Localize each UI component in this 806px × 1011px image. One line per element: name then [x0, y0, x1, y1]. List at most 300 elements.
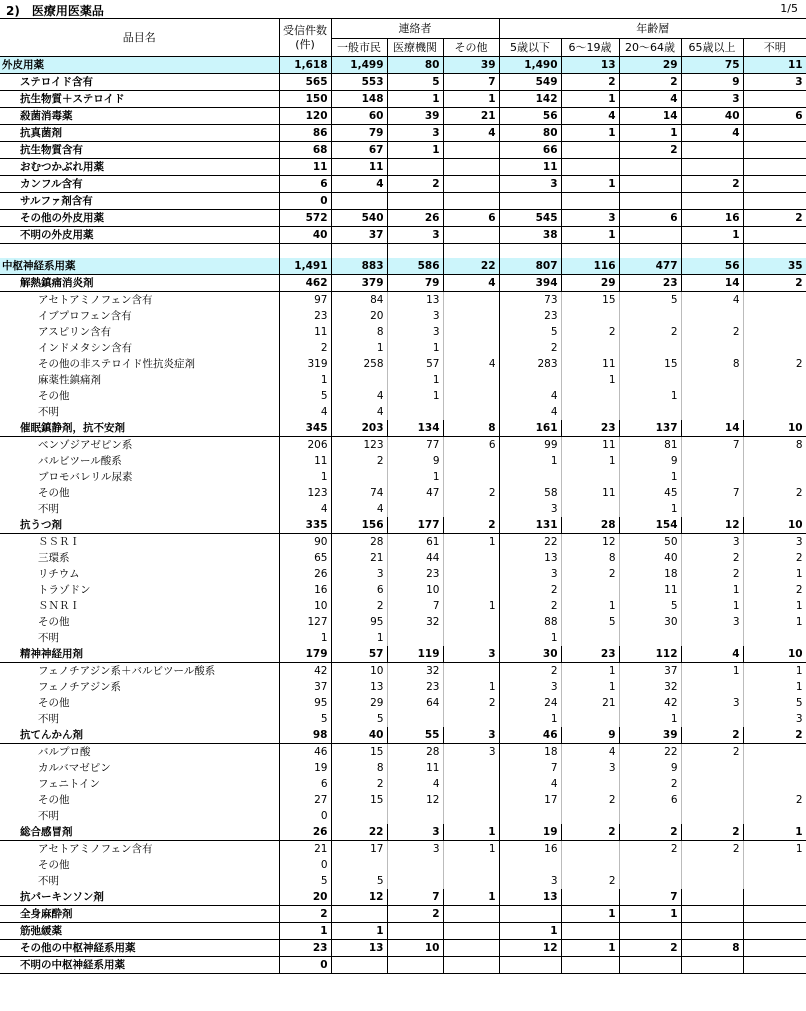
value-cell: 28 — [331, 534, 387, 551]
table-row — [0, 91, 806, 108]
value-cell — [499, 906, 561, 923]
subitem-row — [0, 630, 806, 646]
table-row — [0, 420, 806, 437]
value-cell: 12 — [681, 517, 743, 534]
value-cell — [387, 501, 443, 517]
value-cell: 22 — [619, 744, 681, 761]
value-cell: 47 — [387, 485, 443, 501]
value-cell: 1 — [387, 91, 443, 108]
item-name: 不明 — [0, 711, 279, 727]
value-cell: 45 — [619, 485, 681, 501]
value-cell: 8 — [443, 420, 499, 437]
value-cell — [743, 125, 806, 142]
value-cell: 32 — [387, 663, 443, 680]
value-cell: 4 — [681, 125, 743, 142]
value-cell: 67 — [331, 142, 387, 159]
subitem-row — [0, 776, 806, 792]
item-name: ステロイド含有 — [0, 74, 279, 91]
value-cell: 553 — [331, 74, 387, 91]
value-cell: 177 — [387, 517, 443, 534]
item-name: バルプロ酸 — [0, 744, 279, 761]
value-cell — [387, 404, 443, 420]
value-cell — [681, 957, 743, 974]
value-cell — [743, 308, 806, 324]
value-cell: 283 — [499, 356, 561, 372]
value-cell — [743, 340, 806, 356]
value-cell: 26 — [279, 824, 331, 841]
value-cell: 50 — [619, 534, 681, 551]
value-cell — [499, 244, 561, 259]
value-cell — [743, 227, 806, 244]
item-name: 抗てんかん剤 — [0, 727, 279, 744]
value-cell: 394 — [499, 275, 561, 292]
value-cell: 1 — [443, 889, 499, 906]
value-cell: 137 — [619, 420, 681, 437]
value-cell: 65 — [279, 550, 331, 566]
value-cell: 4 — [499, 388, 561, 404]
value-cell: 19 — [279, 760, 331, 776]
value-cell: 3 — [499, 176, 561, 193]
value-cell: 123 — [279, 485, 331, 501]
value-cell — [331, 957, 387, 974]
value-cell: 5 — [279, 388, 331, 404]
value-cell: 1 — [279, 469, 331, 485]
value-cell: 1 — [561, 663, 619, 680]
value-cell — [443, 550, 499, 566]
value-cell — [443, 957, 499, 974]
spacer-row — [0, 244, 806, 259]
value-cell — [443, 792, 499, 808]
value-cell: 2 — [561, 824, 619, 841]
value-cell: 1 — [499, 453, 561, 469]
value-cell — [619, 873, 681, 889]
value-cell: 3 — [561, 760, 619, 776]
value-cell: 3 — [681, 614, 743, 630]
value-cell — [743, 957, 806, 974]
table-row — [0, 889, 806, 906]
value-cell: 57 — [387, 356, 443, 372]
value-cell: 2 — [681, 744, 743, 761]
value-cell — [743, 760, 806, 776]
value-cell: 26 — [387, 210, 443, 227]
value-cell: 4 — [561, 108, 619, 125]
value-cell: 2 — [681, 566, 743, 582]
header-contact-group: 連絡者 — [331, 19, 499, 39]
value-cell: 5 — [561, 614, 619, 630]
value-cell: 11 — [561, 356, 619, 372]
value-cell: 161 — [499, 420, 561, 437]
value-cell: 17 — [331, 841, 387, 858]
value-cell: 116 — [561, 258, 619, 275]
value-cell: 2 — [443, 695, 499, 711]
value-cell — [681, 142, 743, 159]
item-name: 中枢神経系用薬 — [0, 258, 279, 275]
value-cell: 30 — [499, 646, 561, 663]
item-name: 麻薬性鎮痛剤 — [0, 372, 279, 388]
item-name: トラゾドン — [0, 582, 279, 598]
value-cell: 97 — [279, 292, 331, 309]
value-cell — [443, 760, 499, 776]
value-cell: 4 — [331, 176, 387, 193]
value-cell: 3 — [499, 873, 561, 889]
value-cell — [743, 142, 806, 159]
value-cell: 4 — [279, 404, 331, 420]
value-cell: 572 — [279, 210, 331, 227]
value-cell — [681, 906, 743, 923]
value-cell: 2 — [619, 776, 681, 792]
value-cell: 15 — [331, 744, 387, 761]
value-cell — [561, 501, 619, 517]
value-cell: 1,490 — [499, 57, 561, 74]
value-cell — [387, 193, 443, 210]
value-cell: 13 — [499, 889, 561, 906]
table-row — [0, 210, 806, 227]
value-cell: 9 — [561, 727, 619, 744]
subitem-row — [0, 744, 806, 761]
value-cell: 19 — [499, 824, 561, 841]
value-cell — [561, 808, 619, 824]
value-cell: 6 — [279, 176, 331, 193]
item-name: カルバマゼピン — [0, 760, 279, 776]
value-cell: 3 — [387, 324, 443, 340]
subitem-row — [0, 857, 806, 873]
item-name: インドメタシン含有 — [0, 340, 279, 356]
value-cell: 38 — [499, 227, 561, 244]
item-name: アセトアミノフェン含有 — [0, 292, 279, 309]
value-cell: 134 — [387, 420, 443, 437]
value-cell: 61 — [387, 534, 443, 551]
value-cell — [561, 308, 619, 324]
value-cell: 2 — [619, 824, 681, 841]
value-cell: 6 — [619, 792, 681, 808]
value-cell: 12 — [331, 889, 387, 906]
value-cell: 73 — [499, 292, 561, 309]
value-cell: 12 — [499, 940, 561, 957]
value-cell: 6 — [279, 776, 331, 792]
value-cell: 30 — [619, 614, 681, 630]
page-number: 1/5 — [780, 2, 798, 15]
value-cell: 203 — [331, 420, 387, 437]
value-cell: 123 — [331, 437, 387, 454]
value-cell: 23 — [279, 940, 331, 957]
value-cell — [279, 244, 331, 259]
value-cell: 1 — [619, 906, 681, 923]
value-cell: 1 — [561, 906, 619, 923]
item-name: ブロモバレリル尿素 — [0, 469, 279, 485]
value-cell — [619, 372, 681, 388]
value-cell: 2 — [619, 324, 681, 340]
item-name: 総合感冒剤 — [0, 824, 279, 841]
value-cell: 35 — [743, 258, 806, 275]
value-cell: 18 — [619, 566, 681, 582]
table-row — [0, 727, 806, 744]
value-cell — [561, 630, 619, 646]
value-cell: 8 — [331, 760, 387, 776]
table-row — [0, 108, 806, 125]
value-cell — [443, 857, 499, 873]
value-cell: 17 — [499, 792, 561, 808]
value-cell — [443, 159, 499, 176]
value-cell: 2 — [443, 517, 499, 534]
value-cell: 79 — [331, 125, 387, 142]
item-name: バルビツール酸系 — [0, 453, 279, 469]
value-cell: 120 — [279, 108, 331, 125]
value-cell — [331, 244, 387, 259]
value-cell — [561, 193, 619, 210]
value-cell: 4 — [331, 404, 387, 420]
value-cell: 2 — [681, 550, 743, 566]
value-cell — [681, 711, 743, 727]
value-cell: 3 — [681, 534, 743, 551]
value-cell — [443, 340, 499, 356]
value-cell: 3 — [681, 695, 743, 711]
value-cell: 2 — [279, 906, 331, 923]
item-name: 抗生物質＋ステロイド — [0, 91, 279, 108]
value-cell: 22 — [331, 824, 387, 841]
item-name: その他の外皮用薬 — [0, 210, 279, 227]
table-row — [0, 159, 806, 176]
value-cell — [499, 372, 561, 388]
value-cell — [443, 808, 499, 824]
value-cell: 1 — [681, 663, 743, 680]
value-cell: 40 — [619, 550, 681, 566]
value-cell — [681, 889, 743, 906]
header-contact-col: その他 — [443, 39, 499, 57]
value-cell: 55 — [387, 727, 443, 744]
value-cell: 1 — [619, 388, 681, 404]
value-cell: 462 — [279, 275, 331, 292]
value-cell: 1 — [743, 614, 806, 630]
value-cell: 1 — [743, 598, 806, 614]
value-cell — [443, 663, 499, 680]
value-cell — [743, 404, 806, 420]
subitem-row — [0, 614, 806, 630]
value-cell: 549 — [499, 74, 561, 91]
value-cell — [387, 923, 443, 940]
value-cell — [619, 957, 681, 974]
value-cell: 1 — [561, 227, 619, 244]
value-cell: 86 — [279, 125, 331, 142]
value-cell: 21 — [443, 108, 499, 125]
value-cell — [387, 873, 443, 889]
value-cell: 26 — [279, 566, 331, 582]
value-cell — [743, 91, 806, 108]
value-cell: 66 — [499, 142, 561, 159]
value-cell: 3 — [499, 566, 561, 582]
table-row — [0, 193, 806, 210]
value-cell: 23 — [619, 275, 681, 292]
value-cell: 4 — [331, 501, 387, 517]
item-name: その他 — [0, 792, 279, 808]
value-cell: 4 — [279, 501, 331, 517]
value-cell — [443, 308, 499, 324]
value-cell: 22 — [443, 258, 499, 275]
value-cell: 18 — [499, 744, 561, 761]
value-cell: 40 — [331, 727, 387, 744]
value-cell: 2 — [619, 940, 681, 957]
value-cell: 4 — [443, 275, 499, 292]
value-cell: 1 — [279, 630, 331, 646]
item-name: 不明 — [0, 501, 279, 517]
value-cell: 8 — [331, 324, 387, 340]
page-title: 2) 医療用医薬品 — [6, 4, 104, 18]
item-name: 全身麻酔剤 — [0, 906, 279, 923]
value-cell: 11 — [561, 485, 619, 501]
value-cell: 3 — [499, 679, 561, 695]
value-cell: 32 — [619, 679, 681, 695]
value-cell — [443, 142, 499, 159]
value-cell: 23 — [387, 566, 443, 582]
value-cell: 1 — [561, 176, 619, 193]
header-age-col: 6～19歳 — [561, 39, 619, 57]
value-cell: 6 — [443, 437, 499, 454]
header-received-unit: (件) — [295, 37, 315, 51]
value-cell: 2 — [743, 792, 806, 808]
item-name: 抗パーキンソン剤 — [0, 889, 279, 906]
value-cell: 7 — [681, 485, 743, 501]
value-cell: 14 — [681, 275, 743, 292]
value-cell: 9 — [619, 453, 681, 469]
subitem-row — [0, 453, 806, 469]
value-cell — [561, 776, 619, 792]
value-cell: 15 — [561, 292, 619, 309]
header-age-col: 20～64歳 — [619, 39, 681, 57]
value-cell: 1,618 — [279, 57, 331, 74]
value-cell: 10 — [279, 598, 331, 614]
item-name: 殺菌消毒薬 — [0, 108, 279, 125]
value-cell: 1 — [443, 679, 499, 695]
table-row — [0, 74, 806, 91]
table-header — [0, 19, 806, 57]
table-row — [0, 517, 806, 534]
value-cell: 7 — [387, 889, 443, 906]
header-age-group: 年齢層 — [499, 19, 806, 39]
value-cell: 2 — [743, 727, 806, 744]
value-cell: 2 — [743, 550, 806, 566]
value-cell: 7 — [681, 437, 743, 454]
value-cell: 8 — [681, 356, 743, 372]
value-cell — [443, 711, 499, 727]
subitem-row — [0, 501, 806, 517]
value-cell — [681, 453, 743, 469]
value-cell — [619, 159, 681, 176]
value-cell: 10 — [387, 582, 443, 598]
subitem-row — [0, 469, 806, 485]
value-cell: 2 — [499, 663, 561, 680]
item-name: イブプロフェン含有 — [0, 308, 279, 324]
value-cell — [561, 388, 619, 404]
value-cell: 84 — [331, 292, 387, 309]
item-name: 解熱鎮痛消炎剤 — [0, 275, 279, 292]
value-cell — [743, 923, 806, 940]
value-cell — [619, 340, 681, 356]
subitem-row — [0, 679, 806, 695]
item-name: ＳＳＲＩ — [0, 534, 279, 551]
value-cell — [743, 940, 806, 957]
value-cell: 540 — [331, 210, 387, 227]
value-cell — [443, 227, 499, 244]
value-cell: 154 — [619, 517, 681, 534]
value-cell — [443, 501, 499, 517]
value-cell: 2 — [681, 324, 743, 340]
value-cell: 1 — [499, 711, 561, 727]
value-cell — [619, 193, 681, 210]
value-cell: 3 — [681, 91, 743, 108]
value-cell — [331, 372, 387, 388]
value-cell: 4 — [331, 388, 387, 404]
value-cell: 2 — [681, 727, 743, 744]
value-cell: 1 — [387, 469, 443, 485]
value-cell — [443, 388, 499, 404]
value-cell — [499, 469, 561, 485]
value-cell: 3 — [387, 227, 443, 244]
value-cell: 1 — [279, 372, 331, 388]
item-name: その他の非ステロイド性抗炎症剤 — [0, 356, 279, 372]
value-cell — [743, 873, 806, 889]
table-row — [0, 906, 806, 923]
value-cell: 7 — [499, 760, 561, 776]
value-cell — [561, 711, 619, 727]
item-name: 不明の外皮用薬 — [0, 227, 279, 244]
value-cell: 11 — [331, 159, 387, 176]
value-cell: 21 — [331, 550, 387, 566]
value-cell: 319 — [279, 356, 331, 372]
value-cell: 95 — [331, 614, 387, 630]
value-cell: 2 — [561, 74, 619, 91]
value-cell: 4 — [443, 125, 499, 142]
value-cell — [619, 630, 681, 646]
subitem-row — [0, 760, 806, 776]
value-cell: 56 — [681, 258, 743, 275]
value-cell: 8 — [681, 940, 743, 957]
value-cell: 28 — [387, 744, 443, 761]
value-cell: 68 — [279, 142, 331, 159]
value-cell: 4 — [561, 744, 619, 761]
value-cell: 2 — [681, 824, 743, 841]
value-cell — [743, 453, 806, 469]
value-cell: 58 — [499, 485, 561, 501]
value-cell: 1 — [387, 372, 443, 388]
value-cell: 24 — [499, 695, 561, 711]
value-cell — [387, 857, 443, 873]
value-cell — [743, 889, 806, 906]
value-cell: 1 — [619, 711, 681, 727]
value-cell — [681, 630, 743, 646]
value-cell: 3 — [443, 646, 499, 663]
value-cell: 5 — [331, 873, 387, 889]
value-cell: 1 — [443, 824, 499, 841]
value-cell — [561, 469, 619, 485]
value-cell — [443, 873, 499, 889]
value-cell: 77 — [387, 437, 443, 454]
value-cell — [387, 630, 443, 646]
value-cell: 20 — [331, 308, 387, 324]
value-cell — [743, 776, 806, 792]
subitem-row — [0, 792, 806, 808]
item-name: アセトアミノフェン含有 — [0, 841, 279, 858]
subitem-row — [0, 292, 806, 309]
value-cell: 37 — [279, 679, 331, 695]
subitem-row — [0, 808, 806, 824]
value-cell: 1 — [331, 340, 387, 356]
value-cell: 12 — [561, 534, 619, 551]
value-cell: 142 — [499, 91, 561, 108]
value-cell: 7 — [387, 598, 443, 614]
value-cell: 14 — [619, 108, 681, 125]
value-cell — [443, 940, 499, 957]
value-cell — [743, 244, 806, 259]
value-cell — [561, 923, 619, 940]
